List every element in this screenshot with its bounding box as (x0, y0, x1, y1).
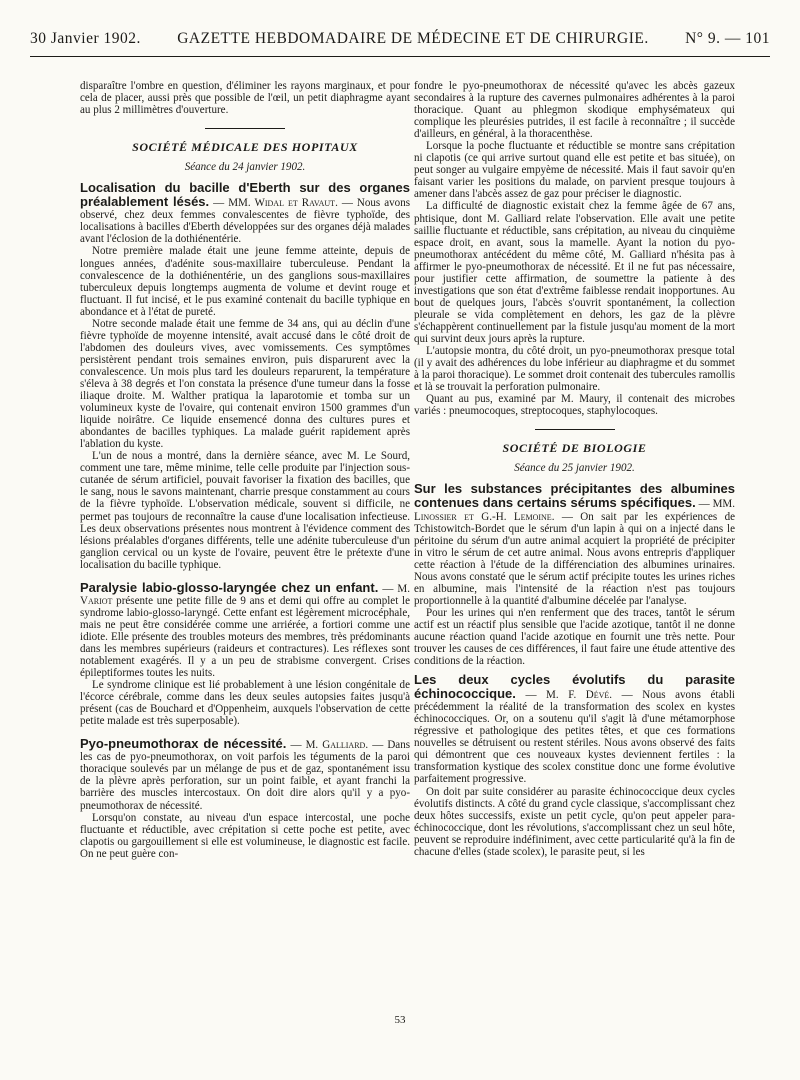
page-number: 53 (394, 1014, 406, 1026)
article-paralysie (80, 581, 410, 679)
society-heading: SOCIÉTÉ MÉDICALE DES HOPITAUX (132, 140, 358, 155)
article-pyo-pneumothorax (80, 737, 410, 811)
article-text: présente une petite fille de 9 ans et demi qui offre au complet le syndrome labio-glosso-laryngé. Cette enfant est légèrement microcéphale, mais ne peut être considérée comme une arriérée, a fortiori comme une idiote. Elle présente des troubles moteurs des membres, très prédominants dans les membres supérieurs (raideurs et contractures). Les réflexes sont notablement exagérés. Il y a un peu de strabisme convergent. Crises épileptiformes toutes les nuits. (80, 594, 410, 680)
left-column (80, 80, 410, 860)
article-localisation (80, 181, 410, 245)
article-text: — Dans les cas de pyo-pneumothorax, on voit parfois les téguments de la paroi thoracique soulevés par un mélange de pus et de gaz, spontanément issu de la plèvre après perforation, sur un point faible, et ayant franchi la barrière des muscles intercostaux. On doit dire alors qu'il y a pyo-pneumothorax de nécessité. (80, 739, 411, 812)
article-title: Les deux cycles évolutifs du parasite échinococcique. (414, 672, 735, 702)
article-text: Nous avons observé, chez deux femmes convalescentes de fièvre typhoïde, des localisations à bacilles d'Eberth développées sur des organes déjà malades avant l'éclosion de la dothiénentérie. (80, 197, 411, 246)
article-authors: — MM. Linossier et G.-H. Lemoine. (414, 498, 735, 523)
paragraph: fondre le pyo-pneumothorax de nécessité qu'avec les abcès gazeux secondaires à la rupture des cavernes pulmonaires adhérentes à la paroi thoracique. Quant au phlegmon skodique emphysémateux qui complique les pleurésies putrides, il est facile à reconnaître ; il succède d'ailleurs, en général, à la thoracenthèse. (414, 80, 735, 141)
article-authors: — M. Galliard. (290, 739, 369, 752)
header-journal-title: GAZETTE HEBDOMADAIRE DE MÉDECINE ET DE CHIRURGIE. (177, 30, 649, 47)
article-title: Paralysie labio-glosso-laryngée chez un enfant. (80, 579, 379, 595)
article-title: Pyo-pneumothorax de nécessité. (80, 736, 287, 752)
right-column (414, 80, 735, 858)
paragraph: Quant au pus, examiné par M. Maury, il contenait des microbes variés : pneumocoques, streptocoques, staphylocoques. (414, 393, 735, 418)
article-authors: — M. F. Dévé. (525, 689, 613, 702)
article-albumines (414, 482, 735, 606)
paragraph: Lorsqu'on constate, au niveau d'un espace intercostal, une poche fluctuante et réductible, avec crépitation si cette poche est petite, avec clapotis ou gargouillement si elle est volumineuse, le diagnostic est facile. On ne peut guère con- (80, 811, 410, 860)
paragraph: Le syndrome clinique est lié probablement à une lésion congénitale de l'écorce cérébrale, comme dans les deux seules autopsies faites jusqu'à présent (cas de Bouchard et d'Oppenheim, auxquels l'observation de cette petite malade est très superposable). (80, 679, 410, 728)
paragraph: On doit par suite considérer au parasite échinococcique deux cycles évolutifs distincts. A côté du grand cycle classique, s'accomplissant chez deux hôtes successifs, existe un petit cycle, qu'on peut appeler para-échinococcique, dont les révolutions, s'accomplissant chez un seul hôte, peuvent se reproduire indéfiniment, avec cette particularité qu'à la fin de chacune d'elles (stade scolex), le parasite peut, si les (414, 785, 735, 858)
paragraph: Pour les urines qui n'en renferment que des traces, tantôt le sérum actif est un réactif plus sensible que l'acide azotique, tantôt il ne donne aucune réaction quand l'acide azotique en fournit une très nette. Pour trouver les causes de ces différences, il faut faire une étude attentive des conditions de la réaction. (414, 606, 735, 668)
intro-paragraph: disparaître l'ombre en question, d'éliminer les rayons marginaux, et pour cela de placer, aussi près que possible de l'œil, un petit diaphragme ayant au plus 2 millimètres d'ouverture. (80, 80, 410, 117)
divider (535, 429, 615, 430)
paragraph: Notre première malade était une jeune femme atteinte, depuis de longues années, d'adénite sous-maxillaire tuberculeuse. Pendant la convalescence de la dothiénentérie, un des ganglions sous-maxillaires tuberculeux depuis longtemps augmenta de volume et devint rouge et fluctuant. Il fut incisé, et le pus examiné contenait du bacille typhique en abondance et à l'état de pureté. (80, 245, 410, 318)
society-heading: SOCIÉTÉ DE BIOLOGIE (502, 441, 647, 456)
article-text: — Nous avons établi précédemment la réalité de la transformation des scolex en kystes échinococciques. Or, on a soutenu qu'il s'agit là d'une métamorphose régressive et pathologique des petites têtes, et que ces formations nouvelles se détruisent ou restent stériles. Nous avons observé des faits qui démontrent que ces nouveaux kystes deviennent fertiles : la transformation kystique des scolex constitue donc une forme évolutive parfaitement progressive. (414, 689, 735, 786)
article-title: Sur les substances précipitantes des albumines contenues dans certains sérums spécifiques. (414, 481, 735, 511)
session-date: Séance du 24 janvier 1902. (184, 161, 306, 174)
header-date: 30 Janvier 1902. (30, 30, 141, 47)
paragraph: La difficulté de diagnostic existait chez la femme âgée de 67 ans, phtisique, dont M. Galliard relate l'observation. Elle avait une petite saillie fluctuante et réductible, sans crépitation, au niveau du cinquième espace droit, en avant, sous la mamelle. Ayant la notion du pyo-pneumothorax antécédent du même côté, M. Galliard n'hésita pas à affirmer le pyo-pneumothorax de nécessité. Et il ne fut pas nécessaire, pour justifier cette affirmation, de soumettre la patiente à des investigations que son état d'extrême faiblesse rendait inopportunes. Au bout de quelques jours, l'abcès s'ouvrit spontanément, la collection pleurale se vida complètement en dehors, les gaz de la plèvre s'échappèrent continuellement par la fistule jusqu'au moment de la mort qui survint deux jours après la rupture. (414, 200, 735, 345)
divider (205, 128, 285, 129)
session-date: Séance du 25 janvier 1902. (514, 462, 635, 475)
article-authors: — MM. Widal et Ravaut. — (213, 197, 353, 210)
article-echinococcique (414, 673, 735, 785)
paragraph: L'un de nous a montré, dans la dernière séance, avec M. Le Sourd, comment une tare, même minime, telle celle produite par l'injection sous-cutanée de sérum artificiel, pouvait favoriser la fixation des bacilles, que le sang, nous le savons maintenant, charrie presque constamment au cours de la fièvre typhoïde. L'observation médicale, souvent si difficile, ne permet pas toujours de reconnaître la cause d'une localisation infectieuse. Les deux observations présentes nous montrent à l'évidence comment des lésions préalables d'organes différents, telle une adénite tuberculeuse d'un ganglion cervical ou un kyste de l'ovaire, peuvent être le prétexte d'une localisation du bacille typhique. (80, 450, 410, 571)
paragraph: L'autopsie montra, du côté droit, un pyo-pneumothorax presque total (il y avait des adhérences du lobe inférieur au diaphragme et du sommet à la paroi thoracique). Le sommet droit contenait des tubercules ramollis et là se trouvait la perforation pulmonaire. (414, 345, 735, 394)
article-title: Localisation du bacille d'Eberth sur des organes préalablement lésés. (80, 180, 410, 210)
article-text: — On sait par les expériences de Tchistowitch-Bordet que le sérum d'un lapin à qui on a injecté dans le péritoine du sérum d'un autre animal acquiert la propriété de précipiter in vitro le sérum de cet autre animal. Nous avons entrepris d'appliquer cette réaction à l'étude de la différenciation des albumines urinaires. Nous avons constaté que le sérum actif précipite toutes les urines riches en albumine, mais l'intensité de la réaction n'est pas toujours proportionnelle à la quantité d'albumine décelée par l'analyse. (414, 510, 735, 607)
article-authors: — M. Variot (80, 582, 410, 607)
running-header (30, 30, 770, 57)
paragraph: Lorsque la poche fluctuante et réductible se montre sans crépitation ni clapotis (ce qui arrive surtout quand elle est petite et bas située), on peut songer au vulgaire empyème de nécessité. Mais il faut savoir qu'en faisant varier les positions du malade, on parvient presque toujours à amener dans l'abcès assez de gaz pour préciser le diagnostic. (414, 140, 735, 201)
paragraph: Notre seconde malade était une femme de 34 ans, qui au déclin d'une fièvre typhoïde de moyenne intensité, avait accusé dans le côté droit de l'abdomen des douleurs vives, avec vomissements. Ces symptômes persistèrent pendant trois semaines environ, puis disparurent avec la convalescence. Un mois plus tard les douleurs reparurent, la température s'éleva à 38 degrés et l'on constata la présence d'une tumeur dans la fosse iliaque droite. M. Walther pratiqua la laparotomie et tomba sur un volumineux kyste de l'ovaire, qui contenait environ 1500 grammes d'un liquide noirâtre. Ce liquide ensemencé donna des cultures pures et abondantes de bacilles typhiques. La malade guérit rapidement après l'ablation du kyste. (80, 317, 410, 451)
header-issue-number: N° 9. — 101 (685, 30, 770, 47)
